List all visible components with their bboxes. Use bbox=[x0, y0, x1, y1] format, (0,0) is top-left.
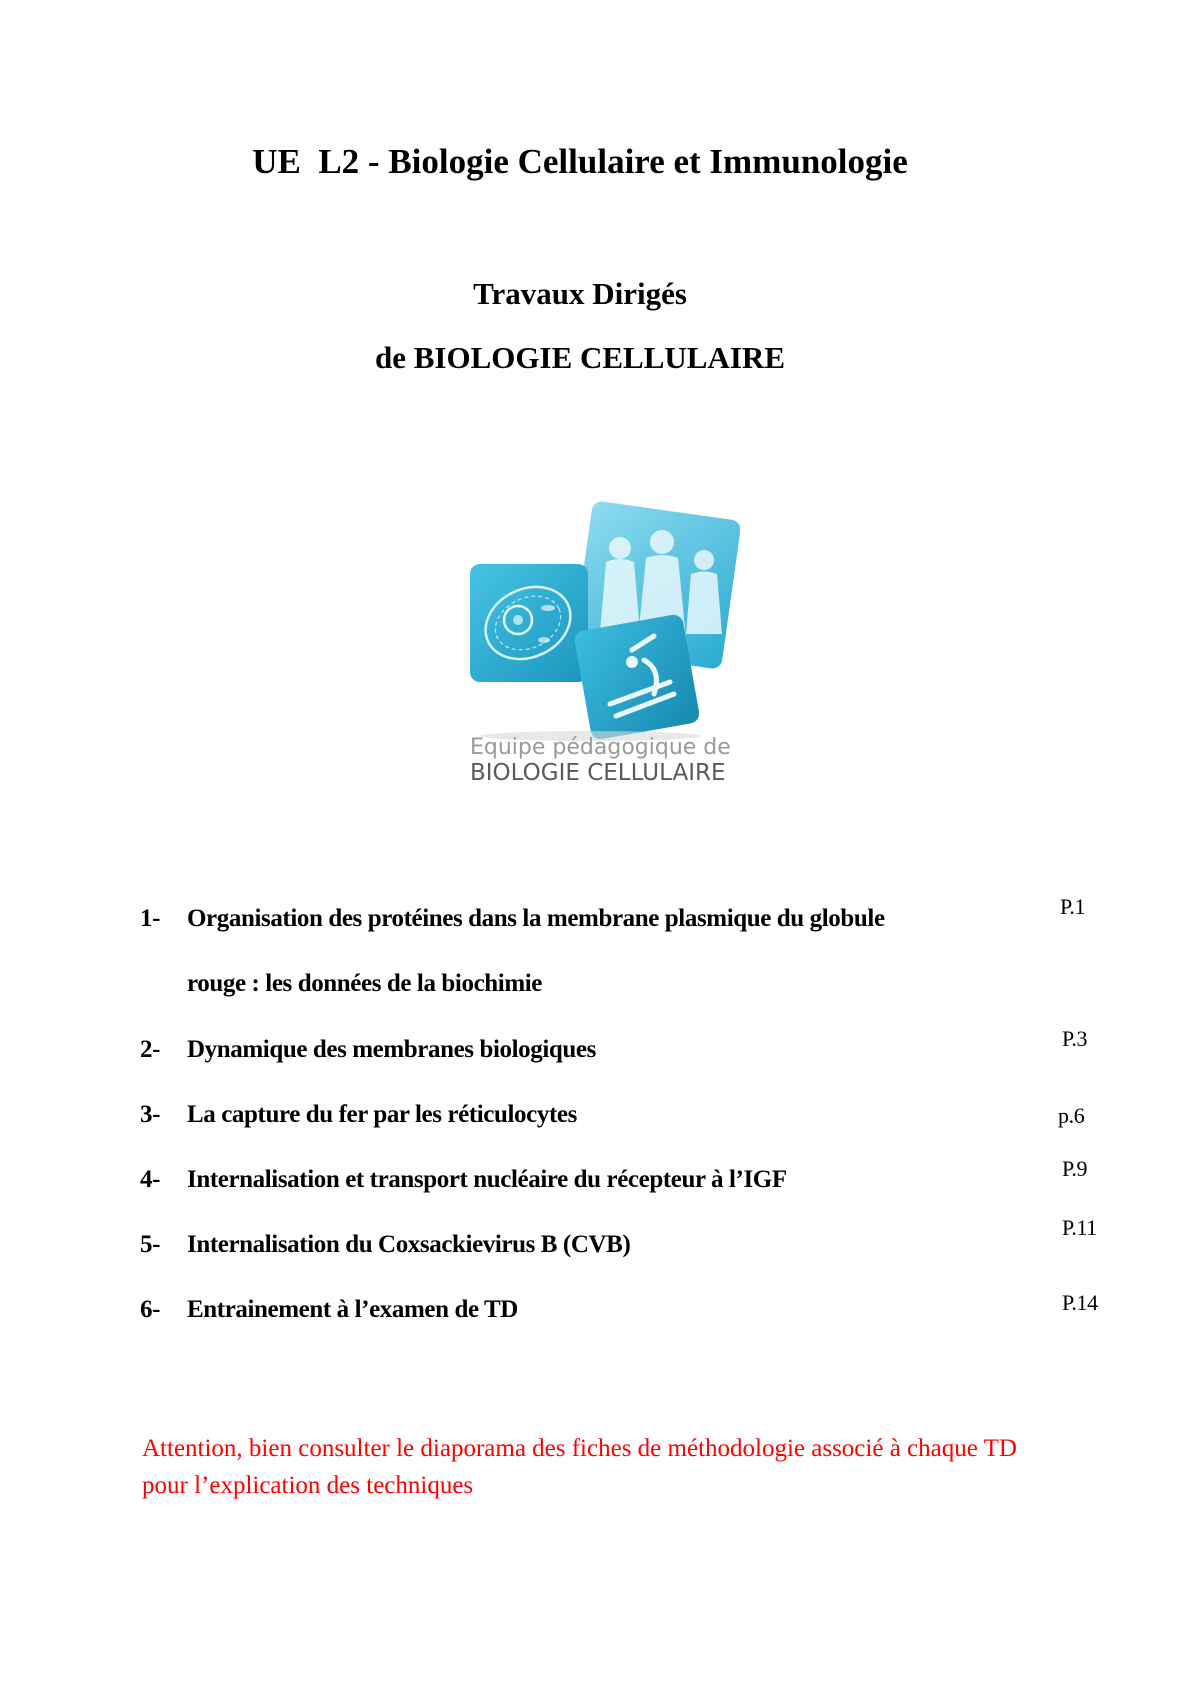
toc-item-number: 5- bbox=[140, 1231, 161, 1258]
toc-item-title: Entrainement à l’examen de TD bbox=[187, 1296, 518, 1323]
logo-caption-line2: BIOLOGIE CELLULAIRE bbox=[470, 760, 726, 786]
toc-item-number: 6- bbox=[140, 1296, 161, 1323]
cell-icon bbox=[470, 564, 588, 682]
toc-item-title: Internalisation du Coxsackievirus B (CVB) bbox=[187, 1231, 631, 1258]
microscope-icon bbox=[573, 613, 700, 740]
toc-item-title-continued: rouge : les données de la biochimie bbox=[187, 970, 542, 997]
toc-item-page: P.3 bbox=[1062, 1026, 1088, 1051]
toc-item-page: P.1 bbox=[1060, 894, 1086, 919]
toc-item-title: Organisation des protéines dans la membrane plasmique du globule bbox=[187, 905, 885, 932]
toc-item-number: 4- bbox=[140, 1166, 161, 1193]
toc-item-page: P.14 bbox=[1062, 1290, 1098, 1315]
toc-item-page: P.11 bbox=[1062, 1215, 1097, 1240]
document-title: UE L2 - Biologie Cellulaire et Immunologie bbox=[252, 142, 908, 181]
toc-item-page: p.6 bbox=[1058, 1103, 1085, 1128]
toc-item-page: P.9 bbox=[1062, 1156, 1088, 1181]
subtitle-biologie-cellulaire: de BIOLOGIE CELLULAIRE bbox=[375, 340, 785, 375]
subtitle-travaux-diriges: Travaux Dirigés bbox=[473, 276, 687, 311]
toc-item-title: Internalisation et transport nucléaire du récepteur à l’IGF bbox=[187, 1166, 787, 1193]
toc-item-title: La capture du fer par les réticulocytes bbox=[187, 1101, 577, 1128]
toc-item-number: 2- bbox=[140, 1036, 161, 1063]
toc-item-title: Dynamique des membranes biologiques bbox=[187, 1036, 596, 1063]
logo-caption-line1: Equipe pédagogique de bbox=[470, 735, 731, 760]
toc-item-number: 1- bbox=[140, 905, 161, 932]
methodology-notice: Attention, bien consulter le diaporama des fiches de méthodologie associé à chaque TD pour l’explication des techniques bbox=[142, 1435, 1017, 1499]
toc-item-number: 3- bbox=[140, 1101, 161, 1128]
